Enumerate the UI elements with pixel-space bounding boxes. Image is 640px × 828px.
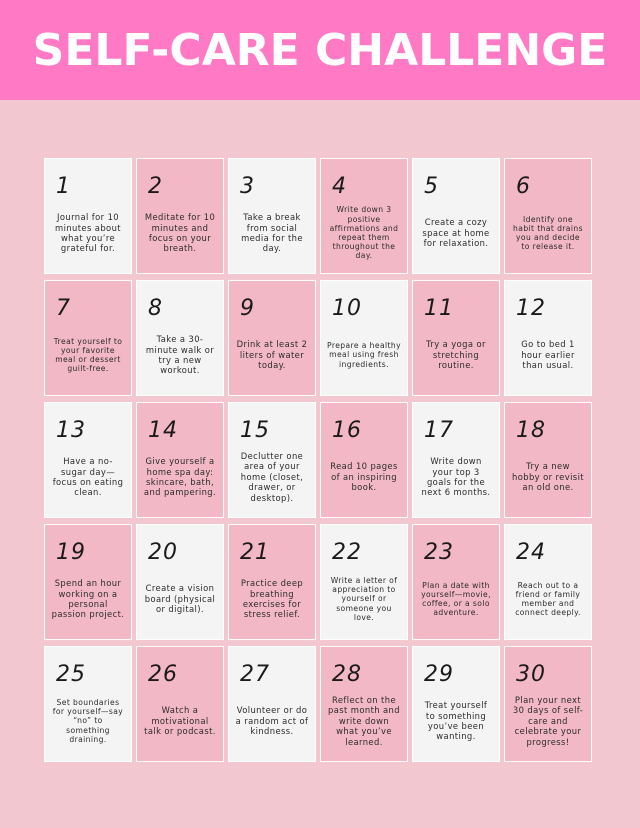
day-number: 3 (240, 174, 255, 199)
day-number: 12 (516, 296, 546, 321)
day-card-27 (228, 646, 316, 762)
day-number: 5 (424, 174, 439, 199)
day-number: 7 (56, 296, 71, 321)
day-card-6 (504, 158, 592, 274)
day-card-13 (44, 402, 132, 518)
day-card-30 (504, 646, 592, 762)
day-text: Spend an hour working on a personal passion project. (51, 578, 125, 620)
day-text: Plan your next 30 days of self-care and celebrate your progress! (512, 694, 584, 747)
day-card-24 (504, 524, 592, 640)
day-text: Write a letter of appreciation to yourself or someone you love. (330, 575, 398, 622)
day-text: Meditate for 10 minutes and focus on your breath. (144, 212, 216, 254)
day-card-20 (136, 524, 224, 640)
day-number: 24 (516, 540, 546, 565)
day-number: 10 (332, 296, 362, 321)
day-card-10 (320, 280, 408, 396)
day-number: 9 (240, 296, 255, 321)
day-number: 20 (148, 540, 178, 565)
day-card-12 (504, 280, 592, 396)
day-text: Read 10 pages of an inspiring book. (330, 461, 398, 493)
title-banner (0, 0, 640, 100)
day-text: Treat yourself to your favorite meal or dessert guilt-free. (53, 336, 123, 374)
day-card-11 (412, 280, 500, 396)
day-card-19 (44, 524, 132, 640)
day-card-16 (320, 402, 408, 518)
day-text: Set boundaries for yourself—say “no” to something draining. (52, 697, 124, 744)
day-number: 25 (56, 662, 86, 687)
day-number: 4 (332, 174, 347, 199)
day-card-21 (228, 524, 316, 640)
day-number: 8 (148, 296, 163, 321)
page-title: SELF-CARE CHALLENGE (32, 24, 608, 76)
day-card-5 (412, 158, 500, 274)
day-text: Write down your top 3 goals for the next 6 months. (421, 456, 491, 498)
day-number: 30 (516, 662, 546, 687)
day-text: Plan a date with yourself—movie, coffee, or a solo adventure. (421, 580, 491, 618)
day-card-1 (44, 158, 132, 274)
day-text: Practice deep breathing exercises for stress relief. (240, 578, 304, 620)
day-text: Reach out to a friend or family member and connect deeply. (515, 580, 581, 618)
day-card-9 (228, 280, 316, 396)
day-text: Drink at least 2 liters of water today. (236, 339, 308, 371)
day-card-2 (136, 158, 224, 274)
day-text: Declutter one area of your home (closet, drawer, or desktop). (240, 450, 304, 503)
day-card-23 (412, 524, 500, 640)
day-number: 23 (424, 540, 454, 565)
day-text: Try a yoga or stretching routine. (426, 339, 486, 371)
day-text: Reflect on the past month and write down what you’ve learned. (328, 694, 400, 747)
day-number: 22 (332, 540, 362, 565)
day-number: 19 (56, 540, 86, 565)
day-card-3 (228, 158, 316, 274)
day-text: Give yourself a home spa day: skincare, bath, and pampering. (143, 456, 217, 498)
day-number: 29 (424, 662, 454, 687)
day-text: Create a vision board (physical or digital). (144, 583, 216, 615)
day-text: Have a no-sugar day—focus on eating clean. (52, 456, 124, 498)
day-number: 28 (332, 662, 362, 687)
day-card-15 (228, 402, 316, 518)
day-text: Take a break from social media for the day. (241, 212, 303, 254)
day-number: 14 (148, 418, 178, 443)
day-text: Go to bed 1 hour earlier than usual. (521, 339, 575, 371)
day-number: 2 (148, 174, 163, 199)
day-text: Try a new hobby or revisit an old one. (512, 461, 584, 493)
day-text: Watch a motivational talk or podcast. (144, 705, 216, 737)
day-text: Volunteer or do a random act of kindness. (235, 705, 309, 737)
day-text: Take a 30-minute walk or try a new workout. (145, 334, 215, 376)
day-card-22 (320, 524, 408, 640)
day-number: 17 (424, 418, 454, 443)
day-card-25 (44, 646, 132, 762)
day-number: 16 (332, 418, 362, 443)
day-card-29 (412, 646, 500, 762)
day-number: 15 (240, 418, 270, 443)
day-card-8 (136, 280, 224, 396)
day-text: Prepare a healthy meal using fresh ingredients. (327, 341, 401, 369)
challenge-grid (44, 158, 596, 762)
day-number: 27 (240, 662, 270, 687)
day-card-4 (320, 158, 408, 274)
day-card-14 (136, 402, 224, 518)
day-text: Journal for 10 minutes about what you’re grateful for. (55, 212, 121, 254)
day-number: 6 (516, 174, 531, 199)
day-card-28 (320, 646, 408, 762)
day-text: Write down 3 positive affirmations and repeat them throughout the day. (329, 205, 399, 261)
day-number: 1 (56, 174, 71, 199)
day-text: Create a cozy space at home for relaxation. (422, 217, 490, 249)
day-text: Identify one habit that drains you and decide to release it. (513, 214, 583, 252)
day-number: 26 (148, 662, 178, 687)
day-number: 18 (516, 418, 546, 443)
day-card-7 (44, 280, 132, 396)
day-number: 13 (56, 418, 86, 443)
day-number: 21 (240, 540, 270, 565)
day-number: 11 (424, 296, 454, 321)
day-card-18 (504, 402, 592, 518)
day-card-26 (136, 646, 224, 762)
day-card-17 (412, 402, 500, 518)
day-text: Treat yourself to something you’ve been wanting. (424, 700, 488, 742)
